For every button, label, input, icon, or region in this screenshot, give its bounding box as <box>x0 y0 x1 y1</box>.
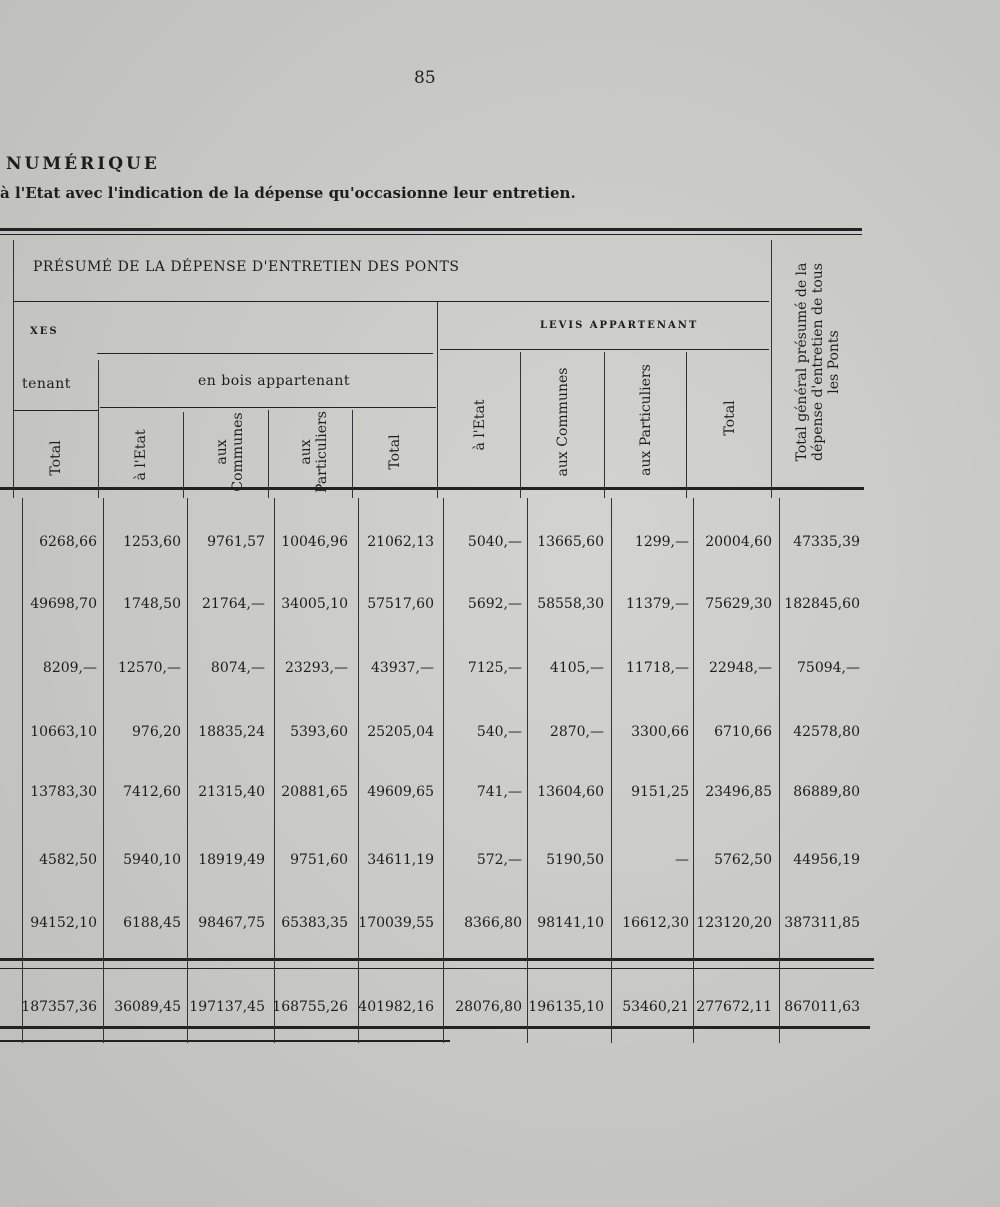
table-cell: 49698,70 <box>30 596 97 612</box>
table-cell: 21062,13 <box>367 534 434 550</box>
col-line <box>604 352 605 498</box>
table-cell: 8209,— <box>42 660 97 676</box>
table-cell: 36089,45 <box>114 999 181 1015</box>
table-cell: 11379,— <box>626 596 689 612</box>
col-header: Total <box>722 400 738 436</box>
table-cell: 13604,60 <box>537 784 604 800</box>
col-line <box>693 498 694 1043</box>
table-cell: 5040,— <box>467 534 522 550</box>
bottom-rule-2 <box>0 1040 450 1042</box>
table-cell: 8366,80 <box>464 915 522 931</box>
table-cell: 18919,49 <box>198 852 265 868</box>
table-cell: 34005,10 <box>281 596 348 612</box>
col-header: Total <box>387 434 403 470</box>
table-cell: 197137,45 <box>189 999 265 1015</box>
table-cell: 4105,— <box>549 660 604 676</box>
table-cell: 5190,50 <box>546 852 604 868</box>
col-line <box>437 302 438 498</box>
header-tenant: tenant <box>22 376 71 392</box>
table-cell: 401982,16 <box>358 999 434 1015</box>
body-bottom-rule <box>0 958 874 961</box>
table-cell: 387311,85 <box>784 915 860 931</box>
header-total-general: Total général présumé de la dépense d'entretien de tous les Ponts <box>794 262 842 462</box>
table-cell: 1748,50 <box>123 596 181 612</box>
header-levis: LEVIS APPARTENANT <box>540 320 699 331</box>
table-cell: 168755,26 <box>272 999 348 1015</box>
top-rule-thin <box>0 234 862 235</box>
top-rule <box>0 228 862 231</box>
table-cell: 20881,65 <box>281 784 348 800</box>
table-cell: 7412,60 <box>123 784 181 800</box>
header-en-bois: en bois appartenant <box>198 373 350 389</box>
table-cell: 277672,11 <box>696 999 772 1015</box>
table-cell: 196135,10 <box>528 999 604 1015</box>
table-cell: 9151,25 <box>631 784 689 800</box>
bottom-rule <box>0 1026 870 1029</box>
col-header: aux Communes <box>555 367 571 477</box>
table-cell: 572,— <box>476 852 522 868</box>
table-cell: 21315,40 <box>198 784 265 800</box>
table-cell: 75629,30 <box>705 596 772 612</box>
table-cell: 98141,10 <box>537 915 604 931</box>
table-cell: 49609,65 <box>367 784 434 800</box>
header-bottom-rule <box>0 487 864 490</box>
col-header: aux Particuliers <box>298 411 330 493</box>
table-cell: 170039,55 <box>358 915 434 931</box>
table-cell: 34611,19 <box>367 852 434 868</box>
table-cell: 16612,30 <box>622 915 689 931</box>
table-cell: — <box>675 852 689 868</box>
table-cell: 23293,— <box>285 660 348 676</box>
table-cell: 9751,60 <box>290 852 348 868</box>
table-cell: 98467,75 <box>198 915 265 931</box>
col-line <box>98 360 99 498</box>
header-rule-2b <box>440 349 769 350</box>
table-cell: 58558,30 <box>537 596 604 612</box>
header-fixes: XES <box>30 326 59 337</box>
col-line <box>611 498 612 1043</box>
table-cell: 44956,19 <box>793 852 860 868</box>
header-rule-3b <box>100 407 436 408</box>
table-cell: 11718,— <box>626 660 689 676</box>
header-rule-2a <box>97 353 433 354</box>
table-cell: 75094,— <box>797 660 860 676</box>
table-cell: 7125,— <box>467 660 522 676</box>
table-cell: 867011,63 <box>784 999 860 1015</box>
col-line <box>771 240 772 498</box>
header-rule-1 <box>14 301 769 302</box>
table-cell: 13783,30 <box>30 784 97 800</box>
table-cell: 1299,— <box>634 534 689 550</box>
col-line <box>103 498 104 1043</box>
table-cell: 28076,80 <box>455 999 522 1015</box>
col-header: aux Communes <box>214 412 246 492</box>
table-cell: 65383,35 <box>281 915 348 931</box>
table-cell: 86889,80 <box>793 784 860 800</box>
col-line <box>187 498 188 1043</box>
table-cell: 540,— <box>476 724 522 740</box>
table-cell: 5762,50 <box>714 852 772 868</box>
table-cell: 47335,39 <box>793 534 860 550</box>
col-line <box>274 498 275 1043</box>
col-line <box>352 410 353 498</box>
totals-top-rule <box>0 968 874 969</box>
col-line <box>779 498 780 1043</box>
table-cell: 6710,66 <box>714 724 772 740</box>
header-rule-3a <box>14 410 98 411</box>
table-cell: 53460,21 <box>622 999 689 1015</box>
col-line <box>686 352 687 498</box>
table-cell: 12570,— <box>118 660 181 676</box>
table-cell: 42578,80 <box>793 724 860 740</box>
table-cell: 18835,24 <box>198 724 265 740</box>
table-cell: 10663,10 <box>30 724 97 740</box>
col-header: à l'Etat <box>133 429 149 481</box>
table-cell: 4582,50 <box>39 852 97 868</box>
col-line <box>358 498 359 1043</box>
table-cell: 182845,60 <box>784 596 860 612</box>
table-cell: 10046,96 <box>281 534 348 550</box>
col-line <box>527 498 528 1043</box>
table-cell: 22948,— <box>709 660 772 676</box>
table-cell: 1253,60 <box>123 534 181 550</box>
table-cell: 187357,36 <box>21 999 97 1015</box>
table-cell: 43937,— <box>371 660 434 676</box>
table-cell: 6188,45 <box>123 915 181 931</box>
col-header: aux Particuliers <box>638 364 654 476</box>
table-cell: 741,— <box>476 784 522 800</box>
table-cell: 20004,60 <box>705 534 772 550</box>
table-cell: 6268,66 <box>39 534 97 550</box>
table-cell: 23496,85 <box>705 784 772 800</box>
table-cell: 94152,10 <box>30 915 97 931</box>
table-cell: 976,20 <box>132 724 181 740</box>
table-subtitle: à l'Etat avec l'indication de la dépense qu'occasionne leur entretien. <box>0 184 576 202</box>
page-number: 85 <box>414 68 436 88</box>
table-cell: 25205,04 <box>367 724 434 740</box>
table-cell: 3300,66 <box>631 724 689 740</box>
col-line <box>13 240 14 498</box>
table-cell: 9761,57 <box>207 534 265 550</box>
header-main: PRÉSUMÉ DE LA DÉPENSE D'ENTRETIEN DES PONTS <box>33 259 460 275</box>
table-cell: 13665,60 <box>537 534 604 550</box>
col-header: à l'Etat <box>472 399 488 451</box>
col-line <box>520 352 521 498</box>
table-cell: 21764,— <box>202 596 265 612</box>
table-cell: 57517,60 <box>367 596 434 612</box>
table-cell: 5940,10 <box>123 852 181 868</box>
col-line <box>22 498 23 1043</box>
col-line <box>443 498 444 1043</box>
table-cell: 5393,60 <box>290 724 348 740</box>
col-line <box>183 412 184 498</box>
col-header: Total <box>48 440 64 476</box>
table-title: NUMÉRIQUE <box>6 154 160 174</box>
col-line <box>268 410 269 498</box>
table-cell: 5692,— <box>467 596 522 612</box>
table-cell: 123120,20 <box>696 915 772 931</box>
table-cell: 2870,— <box>549 724 604 740</box>
table-cell: 8074,— <box>210 660 265 676</box>
